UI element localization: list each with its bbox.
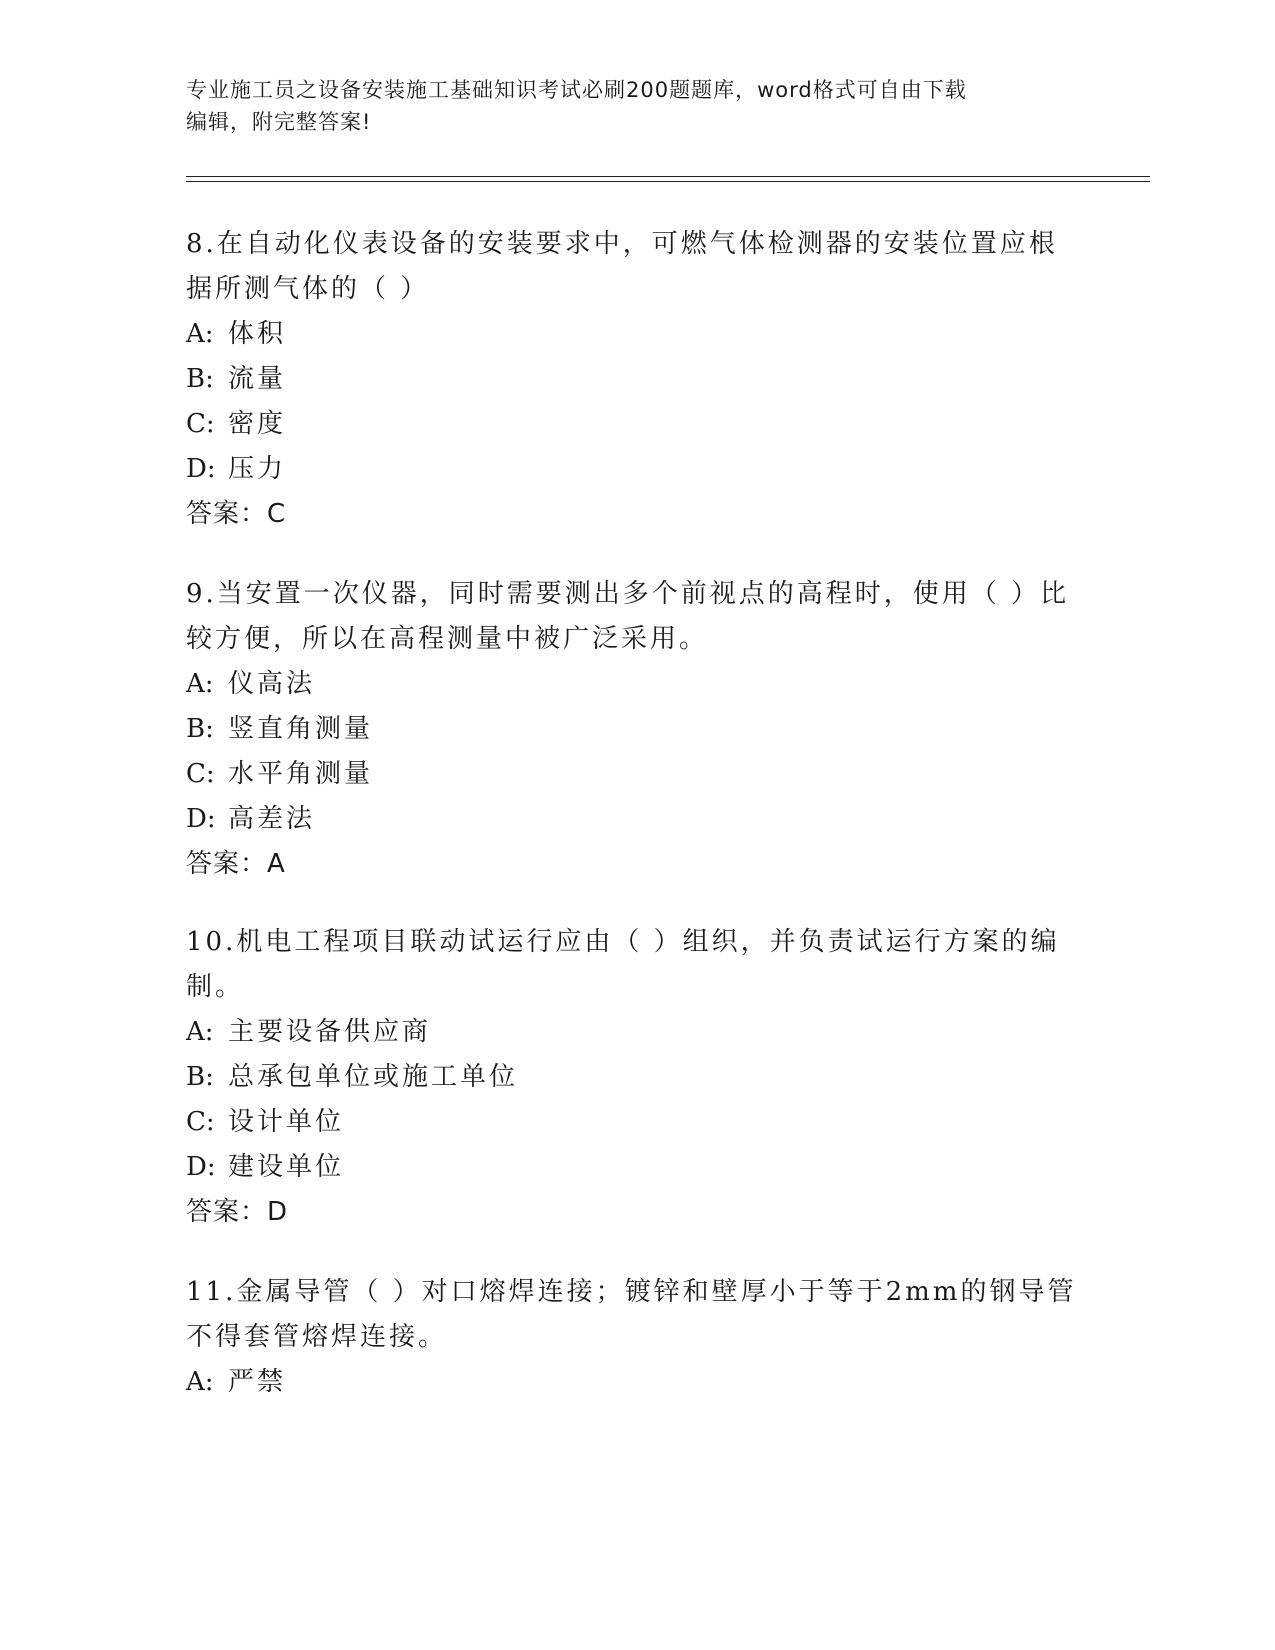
header-divider-top (186, 176, 1150, 177)
question-stem-line: 不得套管熔焊连接。 (186, 1322, 448, 1352)
question-stem-line: 10.机电工程项目联动试运行应由（ ）组织，并负责试运行方案的编 (186, 927, 1060, 957)
question-stem (186, 222, 1066, 312)
option-d (186, 797, 1066, 842)
question-stem (186, 572, 1070, 662)
option-letter: B: (186, 1062, 214, 1092)
option-a (186, 1360, 1066, 1405)
option-text: 设计单位 (228, 1107, 345, 1137)
option-letter: A: (186, 669, 214, 699)
answer-line: 答案：A (186, 849, 286, 879)
option-c (186, 402, 1066, 447)
question-stem (186, 1270, 1077, 1360)
header-line-2: 编辑，附完整答案! (186, 110, 372, 134)
question-stem-line: 据所测气体的（ ） (186, 274, 430, 304)
option-c (186, 1100, 1066, 1145)
option-letter: C: (186, 759, 215, 789)
question-stem-line: 较方便，所以在高程测量中被广泛采用。 (186, 624, 709, 654)
option-b (186, 1055, 1066, 1100)
option-letter: D: (186, 454, 216, 484)
option-text: 建设单位 (228, 1152, 345, 1182)
document-header (186, 74, 1066, 138)
option-letter: C: (186, 409, 215, 439)
option-letter: B: (186, 364, 214, 394)
answer-line: 答案：D (186, 1197, 289, 1227)
header-line-1: 专业施工员之设备安装施工基础知识考试必刷200题题库，word格式可自由下载 (186, 78, 967, 102)
question-stem-line: 制。 (186, 972, 245, 1002)
option-letter: A: (186, 1017, 214, 1047)
question-8 (186, 222, 1066, 537)
option-letter: C: (186, 1107, 215, 1137)
option-letter: D: (186, 1152, 216, 1182)
option-letter: A: (186, 319, 214, 349)
option-text: 流量 (228, 364, 287, 394)
option-letter: B: (186, 714, 214, 744)
option-a (186, 312, 1066, 357)
option-text: 竖直角测量 (228, 714, 374, 744)
option-text: 压力 (228, 454, 287, 484)
question-stem (186, 920, 1066, 1010)
option-d (186, 447, 1066, 492)
option-c (186, 752, 1066, 797)
answer-line: 答案：C (186, 499, 287, 529)
option-a (186, 1010, 1066, 1055)
option-text: 总承包单位或施工单位 (228, 1062, 519, 1092)
question-stem-line: 8.在自动化仪表设备的安装要求中，可燃气体检测器的安装位置应根 (186, 229, 1058, 259)
option-text: 高差法 (228, 804, 316, 834)
option-text: 体积 (228, 319, 287, 349)
option-letter: A: (186, 1367, 214, 1397)
option-text: 水平角测量 (228, 759, 374, 789)
option-text: 主要设备供应商 (228, 1017, 432, 1047)
option-a (186, 662, 1066, 707)
question-11 (186, 1270, 1077, 1405)
question-stem-line: 9.当安置一次仪器，同时需要测出多个前视点的高程时，使用（ ）比 (186, 579, 1070, 609)
option-b (186, 707, 1066, 752)
option-text: 仪高法 (228, 669, 316, 699)
question-9 (186, 572, 1070, 887)
option-text: 密度 (228, 409, 287, 439)
option-letter: D: (186, 804, 216, 834)
option-text: 严禁 (228, 1367, 287, 1397)
question-10 (186, 920, 1066, 1235)
option-d (186, 1145, 1066, 1190)
question-stem-line: 11.金属导管（ ）对口熔焊连接；镀锌和壁厚小于等于2mm的钢导管 (186, 1277, 1077, 1307)
header-divider-bottom (186, 181, 1150, 182)
option-b (186, 357, 1066, 402)
